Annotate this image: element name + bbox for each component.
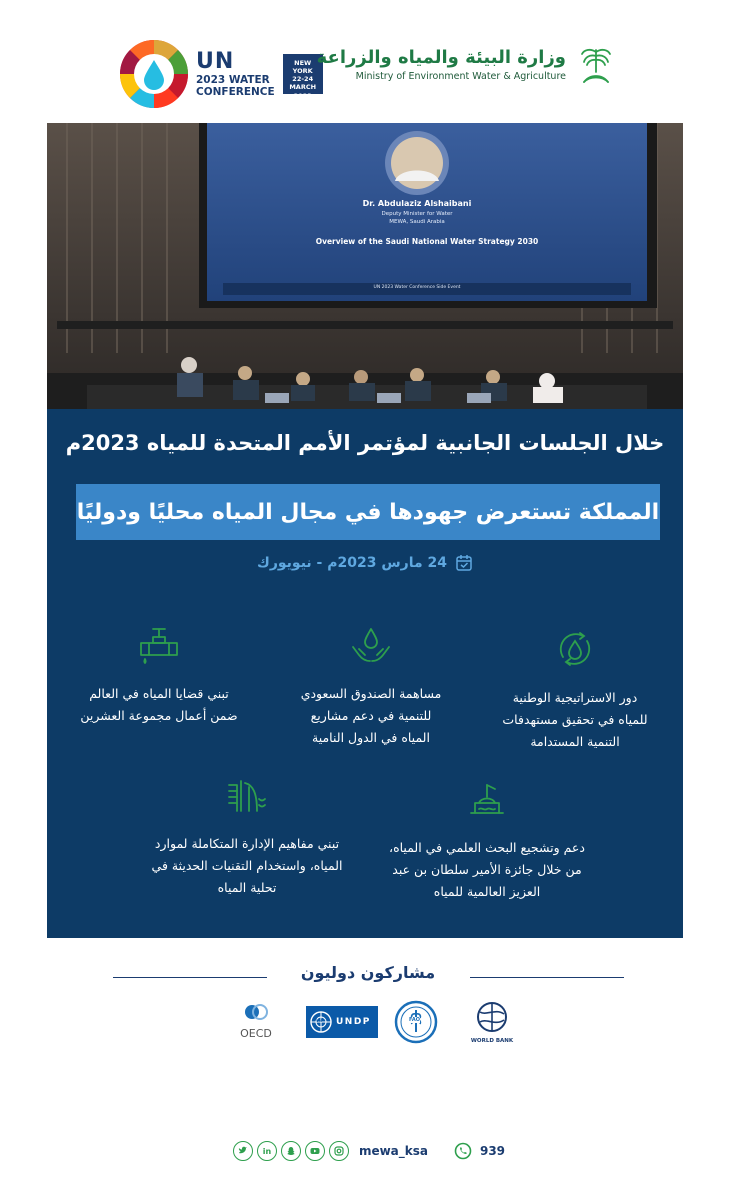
footer	[0, 1139, 736, 1163]
feature-line: تبني مفاهيم الإدارة المتكاملة لموارد	[154, 836, 340, 851]
oecd-label: OECD	[240, 1027, 272, 1040]
un-label: UN	[316, 1018, 322, 1023]
water-research-icon	[465, 777, 509, 821]
feature-text	[367, 837, 607, 903]
phone-contact[interactable]	[454, 1142, 505, 1160]
feature-g20	[59, 623, 259, 727]
un-subtitle-2: CONFERENCE	[196, 86, 275, 98]
feature-line: من خلال جائزة الأمير سلطان بن عبد	[392, 861, 582, 877]
un-title: UN	[196, 48, 235, 74]
feature-line: المياه، واستخدام التقنيات الحديثة في	[151, 857, 343, 873]
screen-footer-text: UN 2023 Water Conference Side Event	[373, 285, 461, 290]
fao-logo	[392, 1000, 440, 1044]
panel-subtitle: المملكة تستعرض جهودها في مجال المياه محليًا ودوليًا	[76, 499, 660, 525]
un-city: NEW YORK	[292, 59, 313, 76]
world-bank-logo	[464, 1000, 520, 1044]
feature-national-strategy	[475, 627, 675, 753]
un-subtitle-1: 2023 WATER	[196, 73, 270, 86]
un-water-conference-logo	[118, 38, 323, 110]
conference-hall-illustration	[47, 123, 683, 409]
partners-title: مشاركون دوليون	[300, 963, 436, 982]
undp-logo	[306, 1006, 378, 1038]
oecd-circles-icon	[244, 1002, 268, 1022]
feature-line: تحلية المياه	[217, 879, 277, 895]
feature-text	[59, 683, 259, 727]
water-pipe-valve-icon	[137, 623, 181, 667]
phone-number: 939	[479, 1144, 506, 1158]
feature-saudi-fund	[271, 623, 471, 749]
un-year: 2023	[293, 91, 312, 100]
ministry-name-ar: وزارة البيئة والمياه والزراعة	[316, 46, 566, 68]
un-month: MARCH	[289, 83, 317, 92]
event-date: 24 مارس 2023م - نيويورك	[257, 555, 448, 571]
fao-label: FAO	[409, 1017, 420, 1023]
feature-line: تبني قضايا المياه في العالم	[89, 686, 229, 701]
feature-line: التنمية المستدامة	[530, 733, 620, 749]
youtube-icon[interactable]	[305, 1141, 325, 1161]
feature-line: المياه في الدول النامية	[312, 729, 430, 745]
subtitle-banner	[76, 484, 660, 540]
ministry-text	[317, 47, 566, 82]
oecd-logo	[232, 1000, 280, 1044]
twitter-icon[interactable]	[233, 1141, 253, 1161]
un-conference-text	[196, 48, 275, 98]
conference-photo	[47, 123, 683, 409]
ministry-name-en: Ministry of Environment Water & Agriculture	[355, 70, 566, 82]
feature-text	[475, 687, 675, 753]
panel-title: خلال الجلسات الجانبية لمؤتمر الأمم المتحدة للمياه 2023م	[65, 431, 665, 455]
water-cycle-icon	[553, 627, 597, 671]
date-row	[47, 554, 683, 572]
header	[0, 0, 736, 120]
snapchat-icon[interactable]	[281, 1141, 301, 1161]
screen-speaker-name: Dr. Abdulaziz Alshaibani	[362, 199, 472, 208]
partners-header	[0, 958, 736, 988]
undp-label: UNDP	[336, 1017, 371, 1027]
screen-speaker-org: MEWA, Saudi Arabia	[389, 219, 445, 225]
feature-line: دعم وتشجيع البحث العلمي في المياه،	[389, 840, 585, 855]
feature-line: للتنمية في دعم مشاريع	[310, 707, 432, 723]
world-bank-label: WORLD BANK	[470, 1038, 514, 1044]
instagram-icon[interactable]	[329, 1141, 349, 1161]
feature-line: مساهمة الصندوق السعودي	[300, 686, 442, 701]
linkedin-icon[interactable]: in	[257, 1141, 277, 1161]
calendar-icon	[455, 554, 473, 572]
screen-speaker-role: Deputy Minister for Water	[381, 211, 453, 217]
info-panel	[47, 409, 683, 938]
feature-line: ضمن أعمال مجموعة العشرين	[80, 707, 238, 723]
whatsapp-phone-icon	[454, 1142, 472, 1160]
divider-line-right	[470, 977, 624, 978]
screen-presentation-title: Overview of the Saudi National Water Strategy 2030	[315, 237, 539, 246]
desalination-plant-icon	[225, 773, 269, 817]
social-handle[interactable]: mewa_ksa	[358, 1144, 428, 1158]
feature-line: للمياه في تحقيق مستهدفات	[502, 711, 648, 727]
feature-line: دور الاستراتيجية الوطنية	[512, 690, 638, 705]
feature-line: العزيز العالمية للمياه	[433, 883, 541, 899]
feature-integrated-management	[127, 773, 367, 899]
un-dates: 22-24	[292, 75, 314, 84]
feature-scientific-research	[367, 777, 607, 903]
ministry-logo	[317, 42, 618, 86]
feature-text	[127, 833, 367, 899]
palm-swords-emblem-icon	[574, 42, 618, 86]
hands-water-drop-icon	[349, 623, 393, 667]
sdg-wheel-icon	[118, 38, 190, 110]
feature-text	[271, 683, 471, 749]
